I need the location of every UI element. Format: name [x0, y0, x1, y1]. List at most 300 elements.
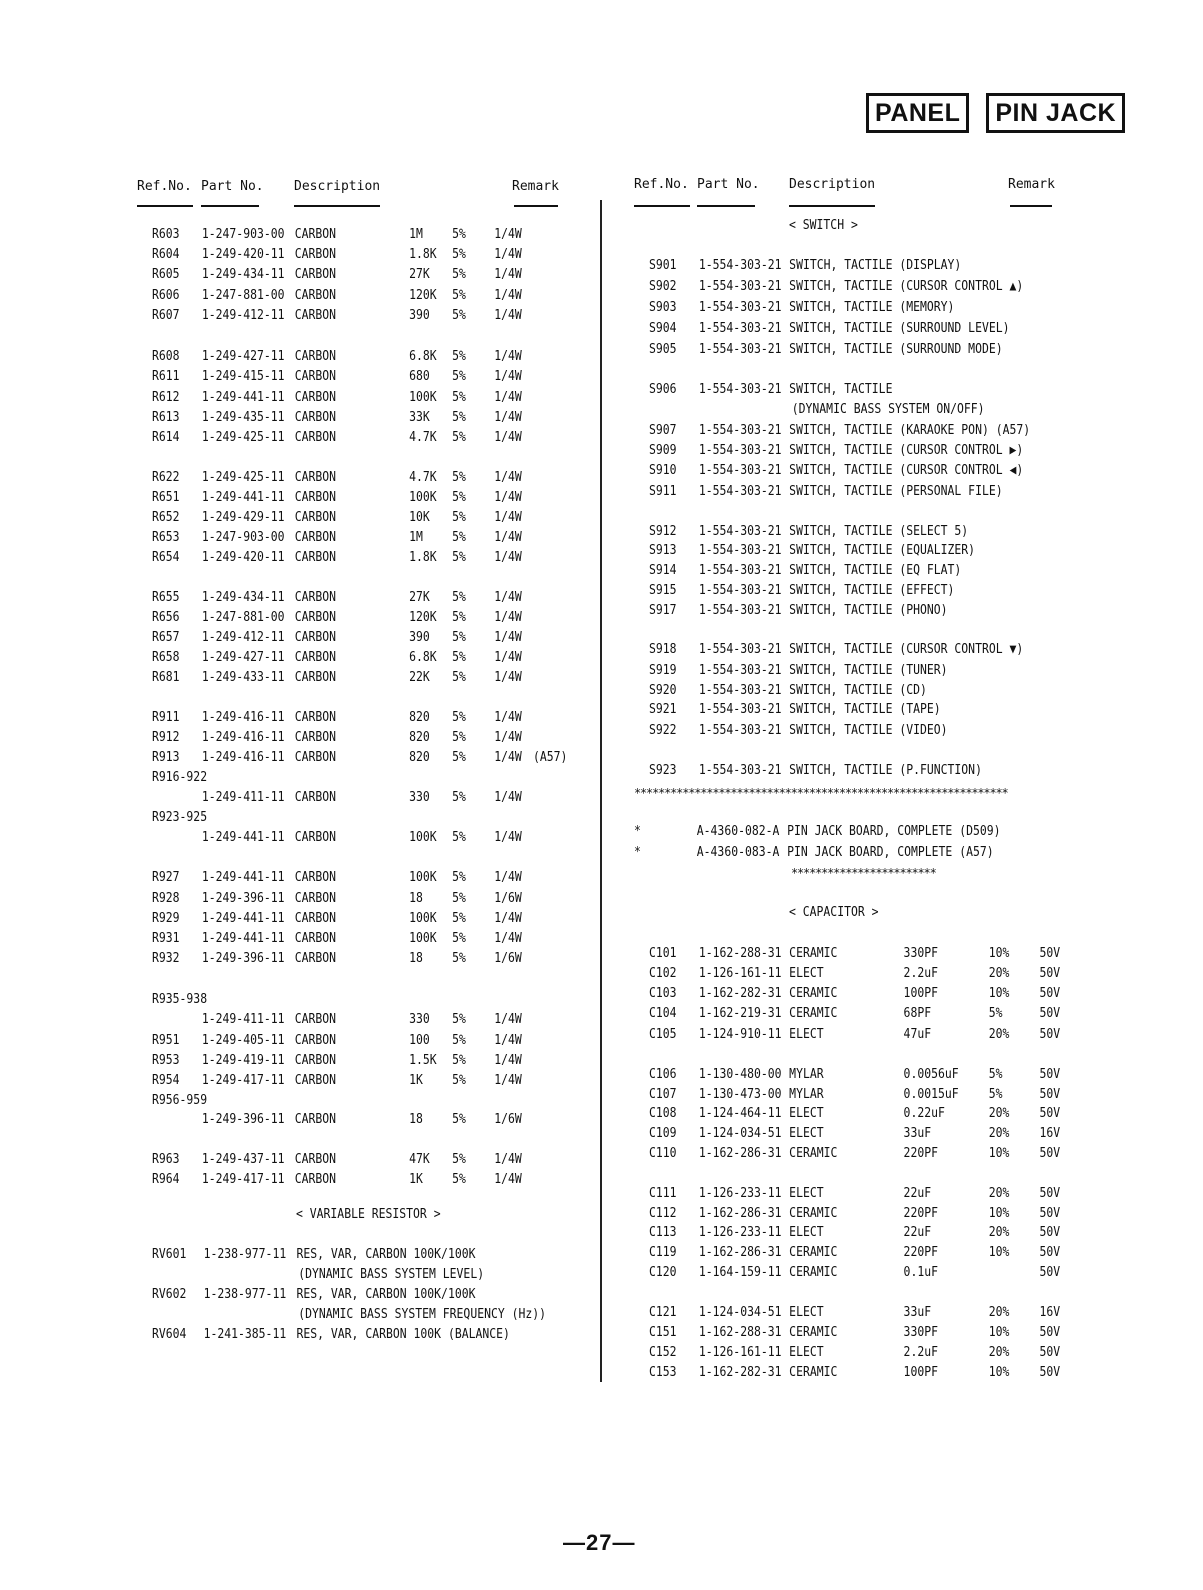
- left-underline-part: [201, 205, 259, 207]
- right-underline-part: [697, 205, 755, 207]
- ref-no: S902: [649, 279, 677, 294]
- description: CARBON: [294, 410, 337, 425]
- part-no: 1-249-396-11: [201, 1112, 285, 1127]
- ref-no: C153: [649, 1365, 677, 1380]
- ref-no: R953: [152, 1053, 180, 1068]
- value: 220PF: [903, 1146, 938, 1161]
- wattage: 1/4W: [494, 750, 522, 765]
- part-no: 1-554-303-21: [698, 603, 782, 618]
- ref-no: R606: [152, 288, 180, 303]
- value: 6.8K: [409, 650, 437, 665]
- value: 1M: [409, 227, 423, 242]
- table-row: [152, 931, 599, 951]
- value: 100PF: [903, 986, 938, 1001]
- voltage: 50V: [1039, 1365, 1061, 1380]
- wattage: 1/6W: [494, 891, 522, 906]
- wattage: 1/4W: [494, 288, 522, 303]
- ref-no: R954: [152, 1073, 180, 1088]
- part-no: 1-554-303-21: [698, 321, 782, 336]
- tolerance: 5%: [452, 1012, 466, 1027]
- tolerance: 5%: [452, 247, 466, 262]
- description: CARBON: [294, 1172, 337, 1187]
- table-row: [152, 1287, 599, 1307]
- table-row: [152, 1152, 599, 1172]
- value: 1K: [409, 1073, 423, 1088]
- table-row: [152, 610, 599, 630]
- voltage: 50V: [1039, 1067, 1061, 1082]
- table-row: [649, 1027, 1096, 1047]
- switch-heading: < SWITCH >: [789, 218, 858, 233]
- table-row: [649, 663, 1096, 683]
- voltage: 50V: [1039, 946, 1061, 961]
- table-row: [152, 490, 599, 510]
- ref-no: R932: [152, 951, 180, 966]
- description: ELECT: [789, 1345, 824, 1360]
- ref-no: R935-938: [152, 992, 208, 1007]
- table-row: [152, 308, 599, 328]
- description: (DYNAMIC BASS SYSTEM FREQUENCY (Hz)): [298, 1307, 547, 1322]
- voltage: 50V: [1039, 1087, 1061, 1102]
- part-no: 1-126-161-11: [698, 966, 782, 981]
- part-no: 1-554-303-21: [698, 382, 782, 397]
- table-row: [649, 1305, 1096, 1325]
- part-no: 1-130-480-00: [698, 1067, 782, 1082]
- table-row: [152, 369, 599, 389]
- part-no: 1-126-161-11: [698, 1345, 782, 1360]
- part-no: 1-554-303-21: [698, 342, 782, 357]
- ref-no: S903: [649, 300, 677, 315]
- table-row: [152, 1267, 599, 1287]
- part-no: 1-249-411-11: [201, 790, 285, 805]
- tolerance: 5%: [452, 951, 466, 966]
- ref-no: R956-959: [152, 1093, 208, 1108]
- ref-no: R912: [152, 730, 180, 745]
- ref-no: R916-922: [152, 770, 208, 785]
- tolerance: 5%: [452, 870, 466, 885]
- description: SWITCH, TACTILE (SURROUND MODE): [789, 342, 1003, 357]
- table-row: [649, 1146, 1096, 1166]
- page-number: —27—: [563, 1530, 636, 1555]
- wattage: 1/4W: [494, 470, 522, 485]
- ref-no: C101: [649, 946, 677, 961]
- voltage: 50V: [1039, 1146, 1061, 1161]
- part-no: 1-124-464-11: [698, 1106, 782, 1121]
- tolerance: 5%: [452, 891, 466, 906]
- value: 330PF: [903, 1325, 938, 1340]
- table-row: [649, 1365, 1096, 1385]
- wattage: 1/4W: [494, 830, 522, 845]
- table-row: [152, 1053, 599, 1073]
- value: 4.7K: [409, 430, 437, 445]
- tolerance: 10%: [988, 1245, 1010, 1260]
- tolerance: 5%: [452, 267, 466, 282]
- ref-no: S909: [649, 443, 677, 458]
- part-no: 1-249-417-11: [201, 1172, 285, 1187]
- table-row: [649, 966, 1096, 986]
- description: SWITCH, TACTILE (CURSOR CONTROL ▶): [789, 443, 1024, 458]
- part-no: 1-249-434-11: [201, 590, 285, 605]
- description: CARBON: [294, 390, 337, 405]
- wattage: 1/6W: [494, 1112, 522, 1127]
- capacitor-heading: < CAPACITOR >: [789, 905, 879, 920]
- value: 2.2uF: [903, 1345, 938, 1360]
- value: 10K: [409, 510, 430, 525]
- table-row: [152, 1012, 599, 1032]
- wattage: 1/4W: [494, 390, 522, 405]
- value: 22uF: [903, 1225, 932, 1240]
- ref-no: C152: [649, 1345, 677, 1360]
- table-row: [152, 710, 599, 730]
- description: SWITCH, TACTILE (KARAOKE PON) (A57): [789, 423, 1031, 438]
- tab-pin-jack: PIN JACK: [986, 93, 1125, 133]
- column-divider: [600, 200, 602, 1382]
- description: CARBON: [294, 891, 337, 906]
- ref-no: C110: [649, 1146, 677, 1161]
- left-header-desc: Description: [294, 179, 381, 194]
- description: MYLAR: [789, 1087, 824, 1102]
- ref-no: R927: [152, 870, 180, 885]
- value: 18: [409, 891, 423, 906]
- voltage: 50V: [1039, 1245, 1061, 1260]
- table-row: [649, 443, 1096, 463]
- voltage: 50V: [1039, 1006, 1061, 1021]
- part-no: 1-249-412-11: [201, 308, 285, 323]
- table-row: [649, 946, 1096, 966]
- part-no: 1-554-303-21: [698, 524, 782, 539]
- ref-no: C106: [649, 1067, 677, 1082]
- ref-no: R655: [152, 590, 180, 605]
- table-row: [649, 484, 1096, 504]
- tolerance: 5%: [452, 369, 466, 384]
- part-no: 1-249-420-11: [201, 550, 285, 565]
- tolerance: 20%: [988, 1305, 1010, 1320]
- description: CARBON: [294, 227, 337, 242]
- tolerance: 5%: [988, 1087, 1003, 1102]
- ref-no: S905: [649, 342, 677, 357]
- table-row: [152, 530, 599, 550]
- description: ELECT: [789, 1027, 824, 1042]
- part-no: 1-249-415-11: [201, 369, 285, 384]
- table-row: [649, 524, 1096, 544]
- ref-no: C151: [649, 1325, 677, 1340]
- value: 33uF: [903, 1126, 932, 1141]
- description: CARBON: [294, 650, 337, 665]
- description: RES, VAR, CARBON 100K/100K: [296, 1247, 476, 1262]
- value: 22K: [409, 670, 430, 685]
- table-row: [152, 1247, 599, 1267]
- value: 68PF: [903, 1006, 932, 1021]
- table-row: [649, 1067, 1096, 1087]
- description: CARBON: [294, 590, 337, 605]
- part-no: 1-554-303-21: [698, 543, 782, 558]
- voltage: 50V: [1039, 1027, 1061, 1042]
- right-header-desc: Description: [789, 177, 876, 192]
- description: SWITCH, TACTILE (SELECT 5): [789, 524, 969, 539]
- value: 0.0056uF: [903, 1067, 959, 1082]
- table-row: [152, 911, 599, 931]
- part-no: 1-249-405-11: [201, 1033, 285, 1048]
- value: 1.8K: [409, 550, 437, 565]
- tolerance: 10%: [988, 1365, 1010, 1380]
- table-row: [649, 642, 1096, 662]
- tolerance: 5%: [452, 550, 466, 565]
- part-no: 1-554-303-21: [698, 258, 782, 273]
- value: 120K: [409, 610, 437, 625]
- part-no: 1-249-435-11: [201, 410, 285, 425]
- description: CERAMIC: [789, 986, 838, 1001]
- part-no: 1-554-303-21: [698, 300, 782, 315]
- wattage: 1/6W: [494, 951, 522, 966]
- part-no: 1-554-303-21: [698, 484, 782, 499]
- value: 0.0015uF: [903, 1087, 959, 1102]
- wattage: 1/4W: [494, 1053, 522, 1068]
- table-row: [152, 430, 599, 450]
- part-no: 1-554-303-21: [698, 683, 782, 698]
- table-row: [152, 951, 599, 971]
- wattage: 1/4W: [494, 308, 522, 323]
- ref-no: S922: [649, 723, 677, 738]
- ref-no: C104: [649, 1006, 677, 1021]
- value: 330PF: [903, 946, 938, 961]
- ref-no: C113: [649, 1225, 677, 1240]
- mark: *: [634, 824, 641, 839]
- part-no: 1-124-034-51: [698, 1305, 782, 1320]
- ref-no: S910: [649, 463, 677, 478]
- part-no: 1-249-427-11: [201, 349, 285, 364]
- table-row: [152, 870, 599, 890]
- wattage: 1/4W: [494, 610, 522, 625]
- wattage: 1/4W: [494, 1073, 522, 1088]
- wattage: 1/4W: [494, 267, 522, 282]
- part-no: 1-249-427-11: [201, 650, 285, 665]
- description: CARBON: [294, 790, 337, 805]
- ref-no: S917: [649, 603, 677, 618]
- description: SWITCH, TACTILE (MEMORY): [789, 300, 955, 315]
- tolerance: 5%: [452, 470, 466, 485]
- description: CARBON: [294, 911, 337, 926]
- wattage: 1/4W: [494, 349, 522, 364]
- value: 1.8K: [409, 247, 437, 262]
- table-row: [152, 730, 599, 750]
- part-no: 1-247-881-00: [201, 288, 285, 303]
- part-no: 1-554-303-21: [698, 642, 782, 657]
- value: 18: [409, 951, 423, 966]
- description: SWITCH, TACTILE (CURSOR CONTROL ◀): [789, 463, 1024, 478]
- tolerance: 5%: [452, 1172, 466, 1187]
- description: ELECT: [789, 1126, 824, 1141]
- description: CARBON: [294, 1112, 337, 1127]
- part-no: 1-554-303-21: [698, 702, 782, 717]
- voltage: 16V: [1039, 1305, 1061, 1320]
- ref-no: RV602: [152, 1287, 187, 1302]
- wattage: 1/4W: [494, 730, 522, 745]
- table-row: [649, 723, 1096, 743]
- table-row: [152, 247, 599, 267]
- table-row: [649, 1325, 1096, 1345]
- wattage: 1/4W: [494, 931, 522, 946]
- tolerance: 5%: [452, 430, 466, 445]
- wattage: 1/4W: [494, 911, 522, 926]
- part-no: 1-247-903-00: [201, 227, 285, 242]
- part-no: 1-554-303-21: [698, 423, 782, 438]
- description: CERAMIC: [789, 1365, 838, 1380]
- description: RES, VAR, CARBON 100K/100K: [296, 1287, 476, 1302]
- value: 220PF: [903, 1245, 938, 1260]
- table-row: [152, 510, 599, 530]
- table-row: [649, 1106, 1096, 1126]
- description: SWITCH, TACTILE: [789, 382, 893, 397]
- value: 0.1uF: [903, 1265, 938, 1280]
- ref-no: S919: [649, 663, 677, 678]
- description: SWITCH, TACTILE (EQ FLAT): [789, 563, 962, 578]
- ref-no: R654: [152, 550, 180, 565]
- voltage: 16V: [1039, 1126, 1061, 1141]
- description: CARBON: [294, 1152, 337, 1167]
- tolerance: 10%: [988, 946, 1010, 961]
- right-underline-desc: [789, 205, 875, 207]
- separator-stars-long: **************************************************************: [634, 786, 1008, 800]
- part-no: 1-249-420-11: [201, 247, 285, 262]
- tolerance: 5%: [452, 830, 466, 845]
- table-row: [152, 410, 599, 430]
- mark: *: [634, 845, 641, 860]
- table-row: [649, 463, 1096, 483]
- part-no: 1-249-416-11: [201, 730, 285, 745]
- part-no: 1-124-034-51: [698, 1126, 782, 1141]
- tolerance: 5%: [452, 670, 466, 685]
- value: 6.8K: [409, 349, 437, 364]
- part-no: 1-162-282-31: [698, 1365, 782, 1380]
- ref-no: C119: [649, 1245, 677, 1260]
- tolerance: 20%: [988, 1106, 1010, 1121]
- wattage: 1/4W: [494, 870, 522, 885]
- ref-no: R604: [152, 247, 180, 262]
- value: 220PF: [903, 1206, 938, 1221]
- description: CARBON: [294, 510, 337, 525]
- value: 33K: [409, 410, 430, 425]
- table-row: [152, 891, 599, 911]
- description: RES, VAR, CARBON 100K (BALANCE): [296, 1327, 510, 1342]
- description: CARBON: [294, 951, 337, 966]
- voltage: 50V: [1039, 986, 1061, 1001]
- ref-no: R658: [152, 650, 180, 665]
- ref-no: S921: [649, 702, 677, 717]
- description: CERAMIC: [789, 1245, 838, 1260]
- tolerance: 5%: [452, 730, 466, 745]
- tolerance: 5%: [452, 590, 466, 605]
- part-no: 1-162-286-31: [698, 1146, 782, 1161]
- part-no: 1-162-286-31: [698, 1206, 782, 1221]
- part-no: 1-554-303-21: [698, 563, 782, 578]
- value: 100: [409, 1033, 430, 1048]
- description: SWITCH, TACTILE (PHONO): [789, 603, 948, 618]
- value: 1.5K: [409, 1053, 437, 1068]
- table-row: [152, 288, 599, 308]
- ref-no: S904: [649, 321, 677, 336]
- tolerance: 5%: [988, 1006, 1003, 1021]
- ref-no: S912: [649, 524, 677, 539]
- voltage: 50V: [1039, 1106, 1061, 1121]
- tolerance: 20%: [988, 1345, 1010, 1360]
- wattage: 1/4W: [494, 1012, 522, 1027]
- table-row: [152, 1327, 599, 1347]
- part-no: 1-162-288-31: [698, 946, 782, 961]
- tolerance: 20%: [988, 1027, 1010, 1042]
- right-header-part: Part No.: [697, 177, 760, 192]
- tolerance: 5%: [452, 630, 466, 645]
- left-header-part: Part No.: [201, 179, 264, 194]
- description: CARBON: [294, 267, 337, 282]
- description: CARBON: [294, 750, 337, 765]
- value: 100K: [409, 911, 437, 926]
- description: SWITCH, TACTILE (CURSOR CONTROL ▲): [789, 279, 1024, 294]
- left-header-remark: Remark: [512, 179, 559, 194]
- part-no: 1-554-303-21: [698, 663, 782, 678]
- tolerance: 5%: [452, 610, 466, 625]
- description: CARBON: [294, 530, 337, 545]
- variable-resistor-heading: < VARIABLE RESISTOR >: [296, 1207, 441, 1222]
- description: SWITCH, TACTILE (P.FUNCTION): [789, 763, 982, 778]
- ref-no: S914: [649, 563, 677, 578]
- part-no: 1-249-441-11: [201, 911, 285, 926]
- wattage: 1/4W: [494, 510, 522, 525]
- description: CARBON: [294, 670, 337, 685]
- tolerance: 5%: [452, 710, 466, 725]
- description: CARBON: [294, 247, 337, 262]
- ref-no: C108: [649, 1106, 677, 1121]
- value: 820: [409, 750, 430, 765]
- ref-no: C102: [649, 966, 677, 981]
- part-no: 1-162-282-31: [698, 986, 782, 1001]
- tolerance: 5%: [452, 1053, 466, 1068]
- ref-no: R911: [152, 710, 180, 725]
- ref-no: S911: [649, 484, 677, 499]
- description: MYLAR: [789, 1067, 824, 1082]
- table-row: [152, 1307, 599, 1327]
- tolerance: 10%: [988, 1206, 1010, 1221]
- right-underline-ref: [634, 205, 690, 207]
- value: 0.22uF: [903, 1106, 945, 1121]
- ref-no: R951: [152, 1033, 180, 1048]
- description: SWITCH, TACTILE (CD): [789, 683, 927, 698]
- part-no: 1-249-441-11: [201, 390, 285, 405]
- description: CARBON: [294, 550, 337, 565]
- tolerance: 5%: [452, 510, 466, 525]
- table-row: [649, 1006, 1096, 1026]
- table-row: [649, 1245, 1096, 1265]
- left-underline-desc: [294, 205, 380, 207]
- table-row: [649, 1087, 1096, 1107]
- tolerance: 20%: [988, 1126, 1010, 1141]
- ref-no: R607: [152, 308, 180, 323]
- description: CARBON: [294, 710, 337, 725]
- part-no: 1-249-437-11: [201, 1152, 285, 1167]
- description: CERAMIC: [789, 1265, 838, 1280]
- description: CARBON: [294, 1053, 337, 1068]
- description: SWITCH, TACTILE (PERSONAL FILE): [789, 484, 1003, 499]
- wattage: 1/4W: [494, 490, 522, 505]
- ref-no: S901: [649, 258, 677, 273]
- table-row: [649, 683, 1096, 703]
- ref-no: R657: [152, 630, 180, 645]
- description: (DYNAMIC BASS SYSTEM LEVEL): [298, 1267, 485, 1282]
- table-row: [649, 1206, 1096, 1226]
- table-row: [649, 300, 1096, 320]
- tolerance: 5%: [452, 1033, 466, 1048]
- part-no: 1-249-434-11: [201, 267, 285, 282]
- value: 47uF: [903, 1027, 932, 1042]
- description: CARBON: [294, 1073, 337, 1088]
